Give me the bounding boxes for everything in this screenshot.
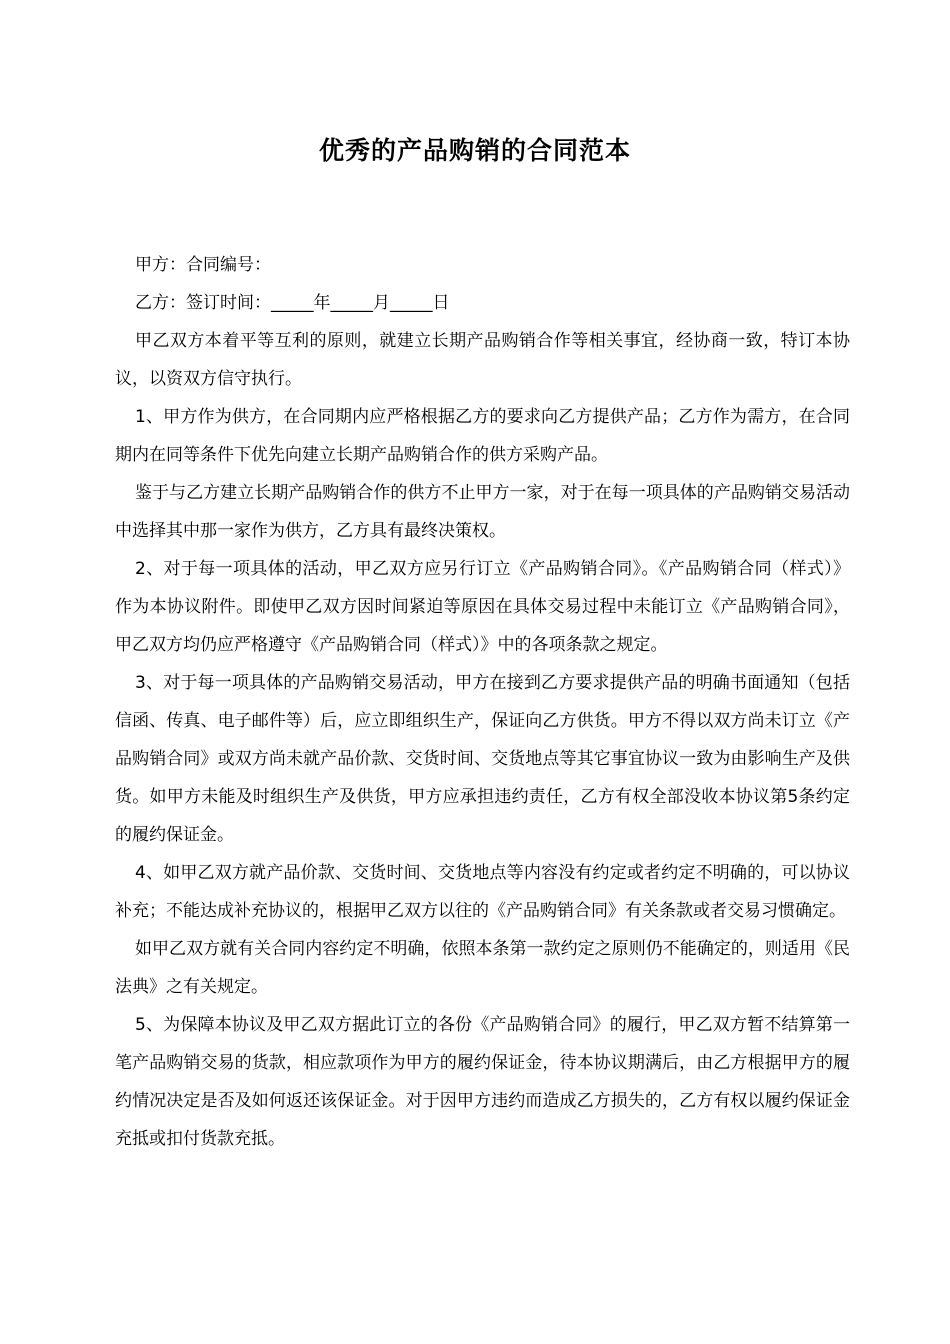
clause-4-supplement-paragraph: 如甲乙双方就有关合同内容约定不明确，依照本条第一款约定之原则仍不能确定的，则适用《民法典》之有关规定。 [115,939,850,997]
clause-3-paragraph: 3、对于每一项具体的产品购销交易活动，甲方在接到乙方要求提供产品的明确书面通知（包括信函、传真、电子邮件等）后，应立即组织生产，保证向乙方供货。甲方不得以双方尚未订立《产品购销合同》或双方尚未就产品价款、交货时间、交货地点等其它事宜协议一致为由影响生产及供货。如甲方未能及时组织生产及供货，甲方应承担违约责任，乙方有权全部没收本协议第5条约定的履约保证金。 [115,673,850,845]
preamble-paragraph: 甲乙双方本着平等互利的原则，就建立长期产品购销合作等相关事宜，经协商一致，特订本协议，以资双方信守执行。 [115,331,850,389]
document-body [115,246,850,1158]
party-a-line: 甲方：合同编号： [135,255,271,275]
clause-5-paragraph: 5、为保障本协议及甲乙双方据此订立的各份《产品购销合同》的履行，甲乙双方暂不结算第一笔产品购销交易的货款，相应款项作为甲方的履约保证金，待本协议期满后，由乙方根据甲方的履约情况决定是否及如何返还该保证金。对于因甲方违约而造成乙方损失的，乙方有权以履约保证金充抵或扣付货款充抵。 [115,1015,850,1149]
clause-1-paragraph: 1、甲方作为供方，在合同期内应严格根据乙方的要求向乙方提供产品；乙方作为需方，在合同期内在同等条件下优先向建立长期产品购销合作的供方采购产品。 [115,407,850,465]
clause-4-paragraph: 4、如甲乙双方就产品价款、交货时间、交货地点等内容没有约定或者约定不明确的，可以协议补充；不能达成补充协议的，根据甲乙双方以往的《产品购销合同》有关条款或者交易习惯确定。 [115,863,850,921]
document-title: 优秀的产品购销的合同范本 [318,136,631,165]
clause-2-paragraph: 2、对于每一项具体的活动，甲乙双方应另行订立《产品购销合同》。《产品购销合同（样式）》作为本协议附件。即使甲乙双方因时间紧迫等原因在具体交易过程中未能订立《产品购销合同》，甲乙双方均仍应严格遵守《产品购销合同（样式）》中的各项条款之规定。 [115,559,850,655]
party-b-line: 乙方：签订时间：_____年_____月_____日 [135,293,450,313]
clause-1-supplement-paragraph: 鉴于与乙方建立长期产品购销合作的供方不止甲方一家，对于在每一项具体的产品购销交易活动中选择其中那一家作为供方，乙方具有最终决策权。 [115,483,850,541]
